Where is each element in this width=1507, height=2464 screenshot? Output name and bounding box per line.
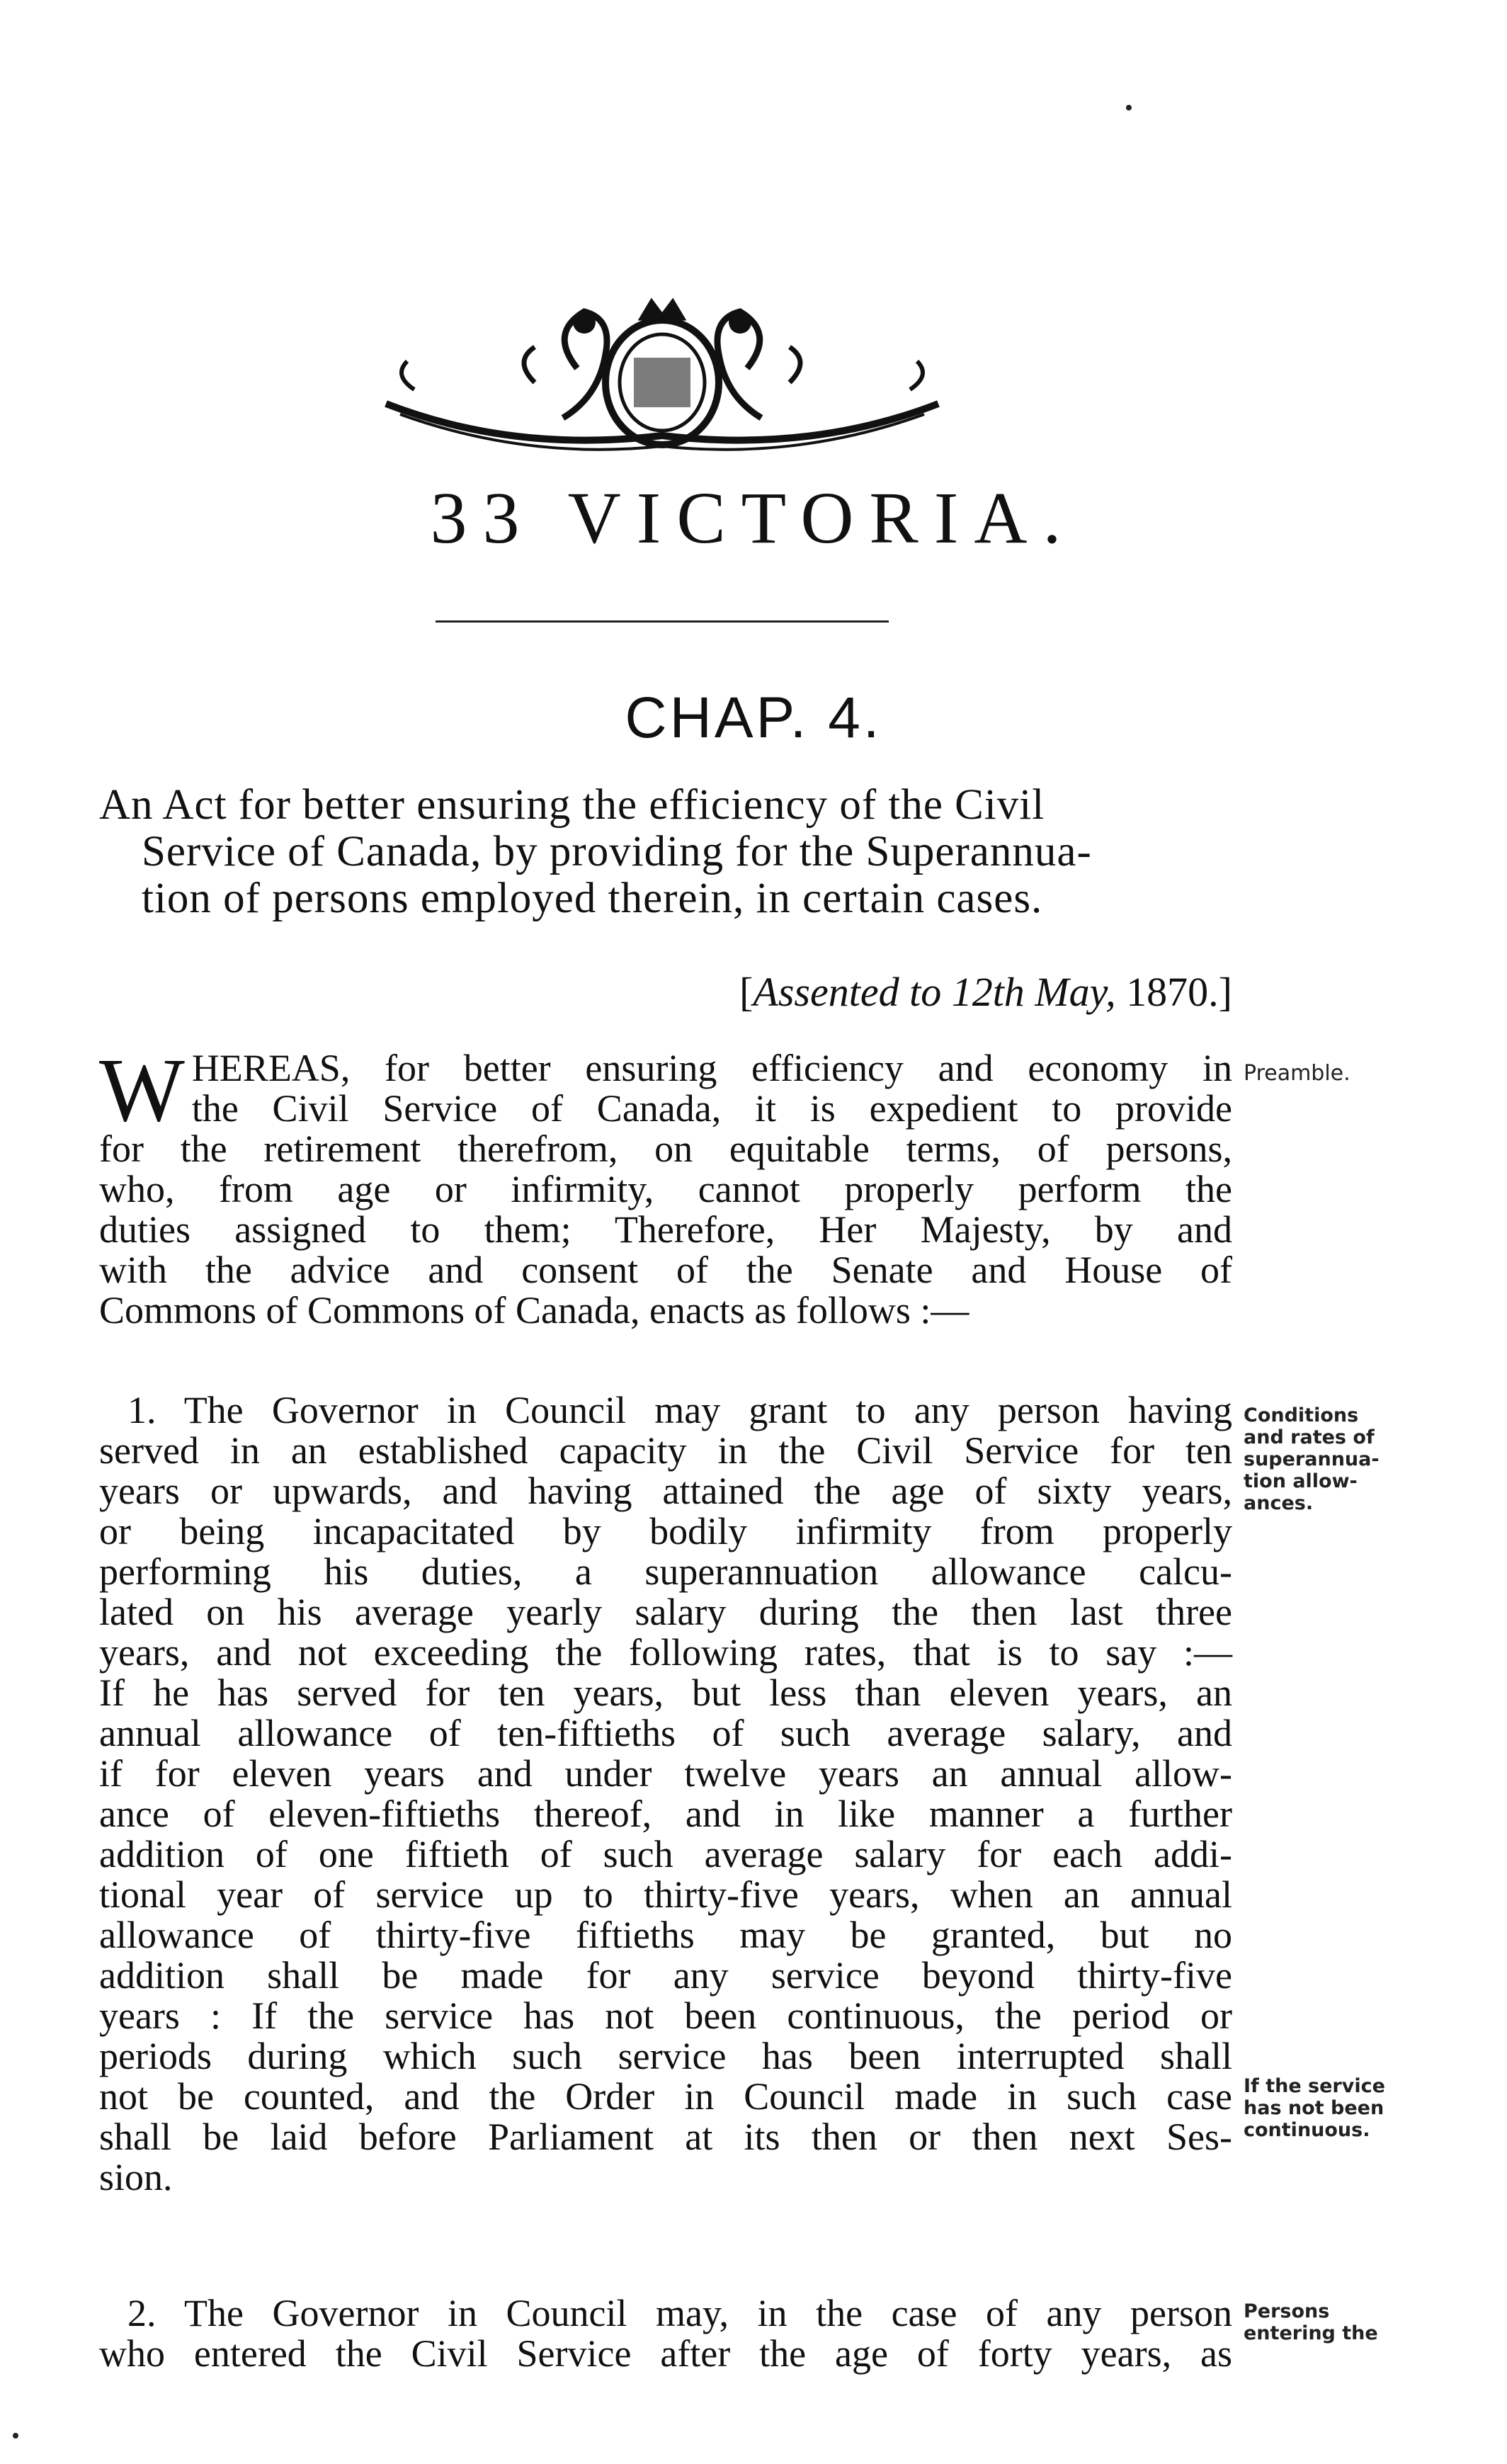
- drop-cap: W: [99, 1040, 185, 1140]
- margin-note-preamble: [1244, 1062, 1428, 1084]
- margin-note-line: and rates of: [1244, 1426, 1375, 1448]
- text-line: ance of eleven-fiftieths thereof, and in like manner a further: [99, 1793, 1232, 1835]
- margin-note-conditions: [1244, 1404, 1428, 1514]
- text-line: allowance of thirty-five fiftieths may be granted, but no: [99, 1914, 1232, 1956]
- heading-divider: [436, 620, 889, 623]
- chapter-heading: CHAP. 4.: [625, 686, 882, 750]
- text-line: lated on his average yearly salary during the then last three: [99, 1591, 1232, 1633]
- text-line: or being incapacitated by bodily infirmity from properly: [99, 1510, 1232, 1552]
- text-line: If he has served for ten years, but less than eleven years, an: [99, 1671, 1232, 1714]
- text-line: addition shall be made for any service beyond thirty-five: [99, 1954, 1232, 1997]
- text-line: with the advice and consent of the Senate and House of: [99, 1249, 1232, 1291]
- act-title-line: tion of persons employed therein, in certain cases.: [142, 875, 1043, 922]
- margin-note-line: superannua-: [1244, 1448, 1380, 1470]
- text-line: not be counted, and the Order in Council made in such case: [99, 2075, 1232, 2118]
- assent-date: [623, 967, 1232, 1017]
- text-line: performing his duties, a superannuation allowance calcu-: [99, 1550, 1232, 1593]
- text-line: sion.: [99, 2156, 173, 2198]
- margin-note-line: tion allow-: [1244, 1470, 1358, 1492]
- reign-heading: 33 VICTORIA.: [430, 477, 1077, 559]
- text-line: addition of one fiftieth of such average salary for each addi-: [99, 1833, 1232, 1875]
- section-1-paragraph: [99, 1390, 1232, 2198]
- act-title-line: An Act for better ensuring the efficiency of the Civil: [99, 781, 1045, 829]
- text-line: if for eleven years and under twelve years an annual allow-: [99, 1752, 1232, 1795]
- royal-coat-of-arms-icon: [372, 290, 952, 453]
- print-speck: [1126, 105, 1132, 110]
- text-line: HEREAS, for better ensuring efficiency and economy in: [191, 1047, 1232, 1089]
- text-line: periods during which such service has been interrupted shall: [99, 2035, 1232, 2077]
- margin-note-persons: [1244, 2300, 1428, 2344]
- margin-note-line: continuous.: [1244, 2119, 1370, 2141]
- margin-note-service: [1244, 2075, 1428, 2141]
- text-line: shall be laid before Parliament at its then or then next Ses-: [99, 2116, 1232, 2158]
- text-line: tional year of service up to thirty-five years, when an annual: [99, 1873, 1232, 1916]
- assent-bracket: [: [739, 969, 754, 1015]
- act-title: [99, 782, 1232, 922]
- text-line: served in an established capacity in the Civil Service for ten: [99, 1429, 1232, 1472]
- preamble-paragraph: [99, 1040, 1232, 1332]
- margin-note-line: has not been: [1244, 2097, 1384, 2119]
- assent-year: 1870.]: [1115, 969, 1232, 1015]
- print-speck: [13, 2433, 18, 2439]
- text-line: years or upwards, and having attained the age of sixty years,: [99, 1470, 1232, 1512]
- margin-note-line: Persons: [1244, 2300, 1330, 2322]
- text-line: 2. The Governor in Council may, in the case of any person: [127, 2292, 1232, 2334]
- text-line: 1. The Governor in Council may grant to any person having: [127, 1389, 1232, 1431]
- text-line: who, from age or infirmity, cannot properly perform the: [99, 1168, 1232, 1210]
- text-line: years : If the service has not been continuous, the period or: [99, 1994, 1232, 2037]
- text-line: the Civil Service of Canada, it is expedient to provide: [191, 1087, 1232, 1130]
- margin-note-line: If the service: [1244, 2075, 1385, 2097]
- text-line: Commons of Commons of Canada, enacts as follows :—: [99, 1289, 969, 1332]
- assent-italic: Assented to 12th May,: [753, 969, 1116, 1015]
- text-line: for the retirement therefrom, on equitable terms, of persons,: [99, 1128, 1232, 1170]
- text-line: who entered the Civil Service after the age of forty years, as: [99, 2332, 1232, 2375]
- text-line: years, and not exceeding the following rates, that is to say :—: [99, 1631, 1232, 1674]
- margin-note-line: Preamble.: [1244, 1061, 1350, 1086]
- act-title-line: Service of Canada, by providing for the Superannua-: [142, 828, 1092, 875]
- margin-note-line: Conditions: [1244, 1404, 1359, 1426]
- section-2-paragraph: [99, 2293, 1232, 2374]
- text-line: duties assigned to them; Therefore, Her Majesty, by and: [99, 1208, 1232, 1251]
- margin-note-line: ances.: [1244, 1492, 1314, 1514]
- margin-note-line: entering the: [1244, 2322, 1378, 2344]
- text-line: annual allowance of ten-fiftieths of such average salary, and: [99, 1712, 1232, 1754]
